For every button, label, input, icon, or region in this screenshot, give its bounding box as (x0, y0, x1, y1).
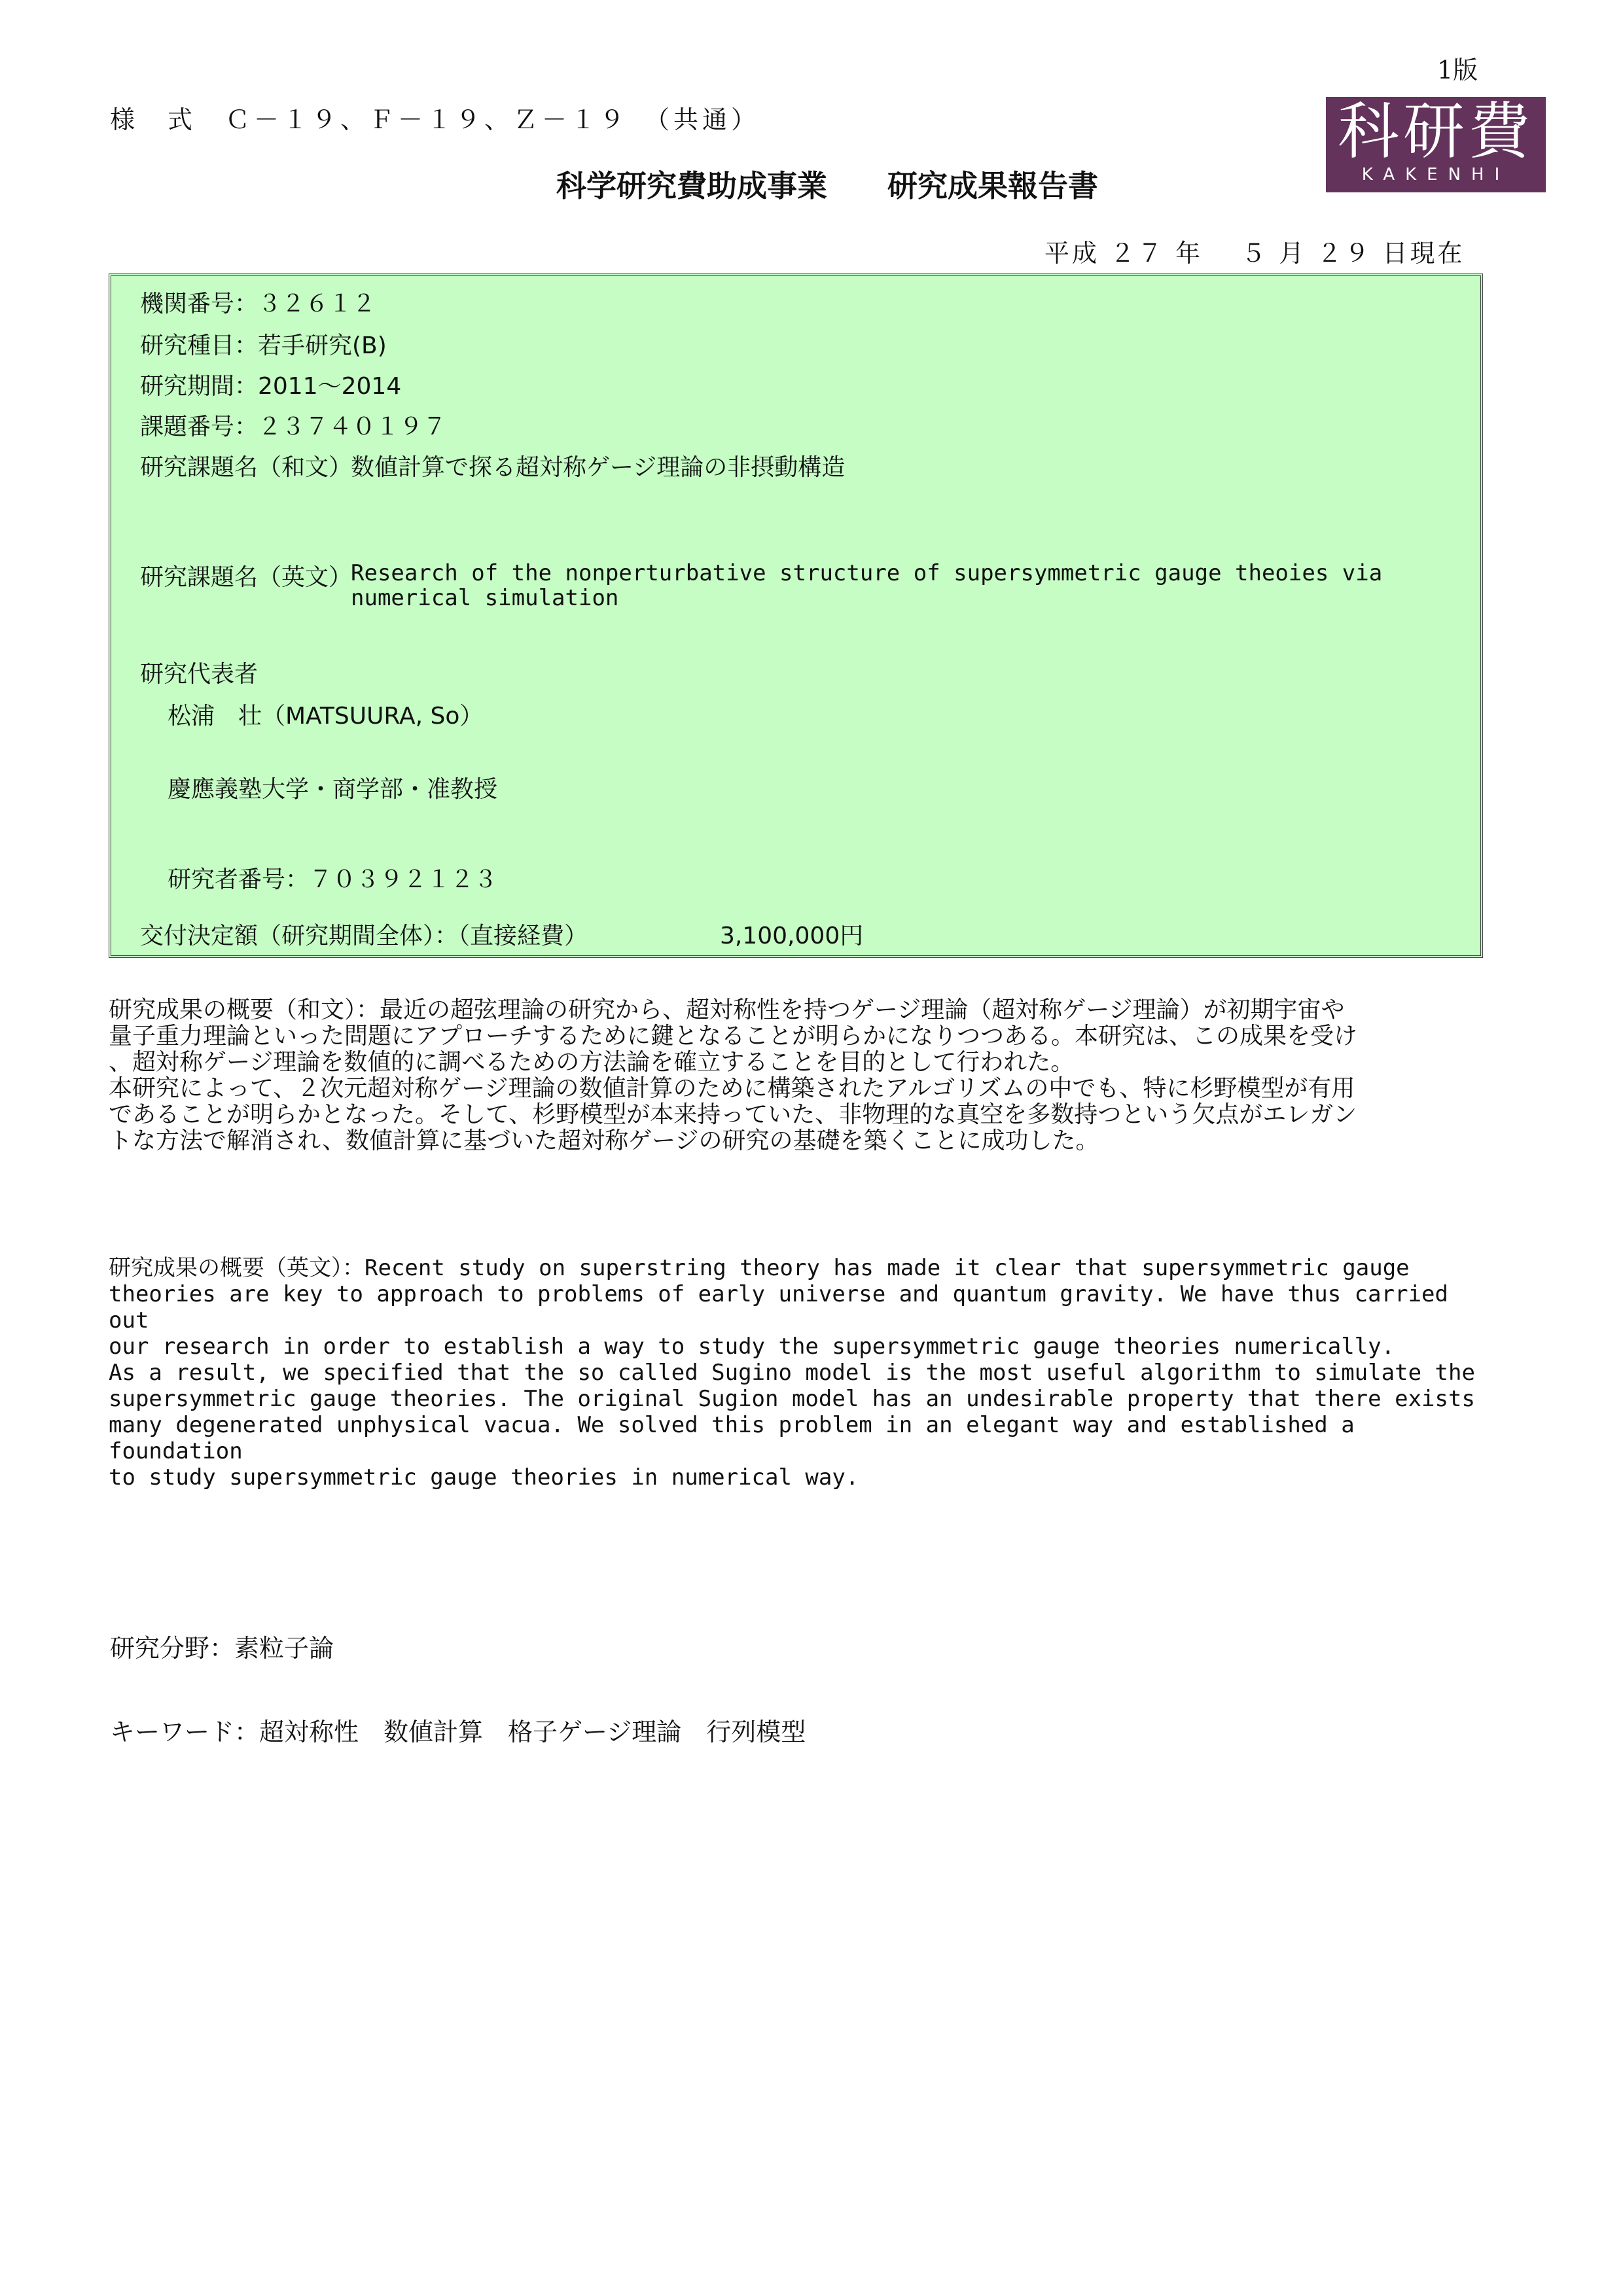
summary-japanese: 研究成果の概要（和文）：最近の超弦理論の研究から、超対称性を持つゲージ理論（超対称ゲージ理論）が初期宇宙や 量子重力理論といった問題にアプローチするために鍵となることが明らかになりつつある。本研究は、この成果を受け 、超対称ゲージ理論を数値的に調べるための方法論を確立することを目的として行われた。 本研究によって、２次元超対称ゲージ理論の数値計算のために構築されたアルゴリズムの中でも、特に杉野模型が有用 であることが明らかとなった。そして、杉野模型が本来持っていた、非物理的な真空を多数持つという欠点がエレガン トな方法で解消され、数値計算に基づいた超対称ゲージの研究の基礎を築くことに成功した。 (109, 997, 1358, 1154)
report-date: 平成 ２７ 年 ５ 月 ２９ 日現在 (1044, 239, 1465, 268)
title-en-line-2: numerical simulation (351, 585, 619, 611)
title-ja: 数値計算で探る超対称ゲージ理論の非摂動構造 (351, 454, 846, 481)
research-category: 研究種目：若手研究(B) (140, 332, 387, 359)
keywords: キーワード：超対称性 数値計算 格子ゲージ理論 行列模型 (110, 1718, 806, 1746)
version-label: 1版 (1437, 56, 1478, 84)
pi-name: 松浦 壮（MATSUURA, So） (168, 703, 484, 730)
project-number: 課題番号：２３７４０１９７ (140, 414, 447, 440)
grant-amount: 3,100,000円 (720, 923, 864, 949)
research-period: 研究期間：2011～2014 (140, 373, 402, 400)
researcher-number: 研究者番号：７０３９２１２３ (168, 866, 498, 893)
title-en-line-1: Research of the nonperturbative structure of supersymmetric gauge theoies via (351, 560, 1383, 586)
project-info-box (109, 274, 1483, 958)
pi-affiliation: 慶應義塾大学・商学部・准教授 (168, 776, 498, 803)
title-ja-label: 研究課題名（和文） (140, 454, 353, 481)
form-id: 様 式 Ｃ－１９、Ｆ－１９、Ｚ－１９ （共通） (110, 105, 760, 134)
summary-english: 研究成果の概要（英文）：Recent study on superstring theory has made it clear that supersymmetric gauge theories are key to approach to problems of early universe and quantum gravity. We have thus carried out our research in order to establish a way to study the supersymmetric gauge theories numerically. As a result, we specified that the so called Sugino model is the most useful algorithm to simulate the supersymmetric gauge theories. The original Sugion model has an undesirable property that there exists many degenerated unphysical vacua. We solved this problem in an elegant way and established a foundation to study supersymmetric gauge theories in numerical way. (109, 1255, 1475, 1491)
logo-roman: KAKENHI (1361, 165, 1510, 185)
grant-label: 交付決定額（研究期間全体）：（直接経費） (140, 923, 588, 949)
institution-number: 機関番号：３２６１２ (140, 291, 376, 317)
kakenhi-logo (1326, 97, 1546, 192)
research-field: 研究分野：素粒子論 (110, 1634, 334, 1663)
document-title: 科学研究費助成事業 研究成果報告書 (556, 168, 1098, 203)
pi-label: 研究代表者 (140, 661, 259, 688)
title-en-label: 研究課題名（英文） (140, 564, 353, 591)
logo-kanji: 科研費 (1337, 96, 1534, 168)
